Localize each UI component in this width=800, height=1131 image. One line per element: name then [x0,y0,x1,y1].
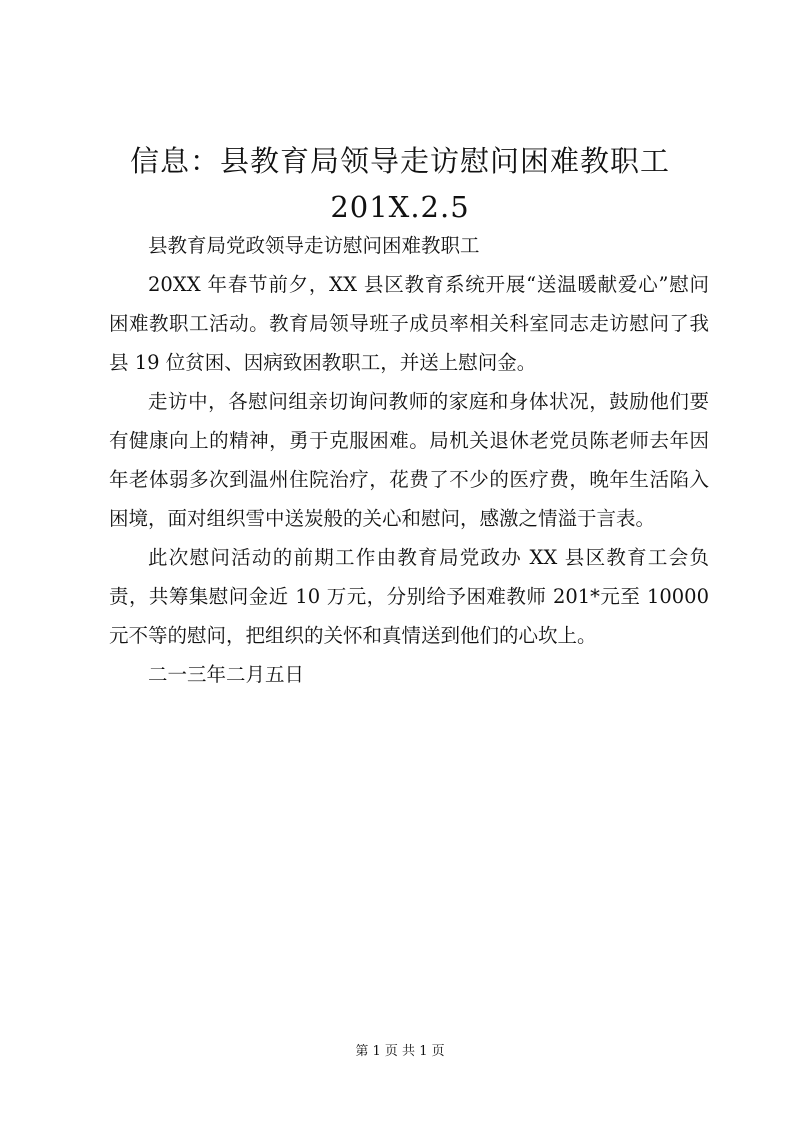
document-body [109,226,709,694]
page-number: 第 1 页 共 1 页 [355,1044,445,1059]
paragraph-intro: 20XX 年春节前夕，XX 县区教育系统开展“送温暖献爱心”慰问困难教职工活动。教育局领导班子成员率相关科室同志走访慰问了我县 19 位贫困、因病致困教职工，并送上慰问金。 [109,273,709,374]
paragraph-subtitle: 县教育局党政领导走访慰问困难教职工 [148,234,480,257]
paragraph-visit: 走访中，各慰问组亲切询问教师的家庭和身体状况，鼓励他们要有健康向上的精神，勇于克服困难。局机关退休老党员陈老师去年因年老体弱多次到温州住院治疗，花费了不少的医疗费，晚年生活陷入困境，面对组织雪中送炭般的关心和慰问，感激之情溢于言表。 [109,390,709,530]
title-line-1: 信息：县教育局领导走访慰问困难教职工 [129,144,670,178]
page-footer [0,1043,800,1061]
paragraph-date: 二一三年二月五日 [148,663,305,686]
document-title [60,138,740,230]
paragraph-funding: 此次慰问活动的前期工作由教育局党政办 XX 县区教育工会负责，共筹集慰问金近 10 万元，分别给予困难教师 201*元至 10000 元不等的慰问，把组织的关怀和真情送到他们的心坎上。 [109,546,709,647]
title-line-2: 201X.2.5 [330,190,470,224]
